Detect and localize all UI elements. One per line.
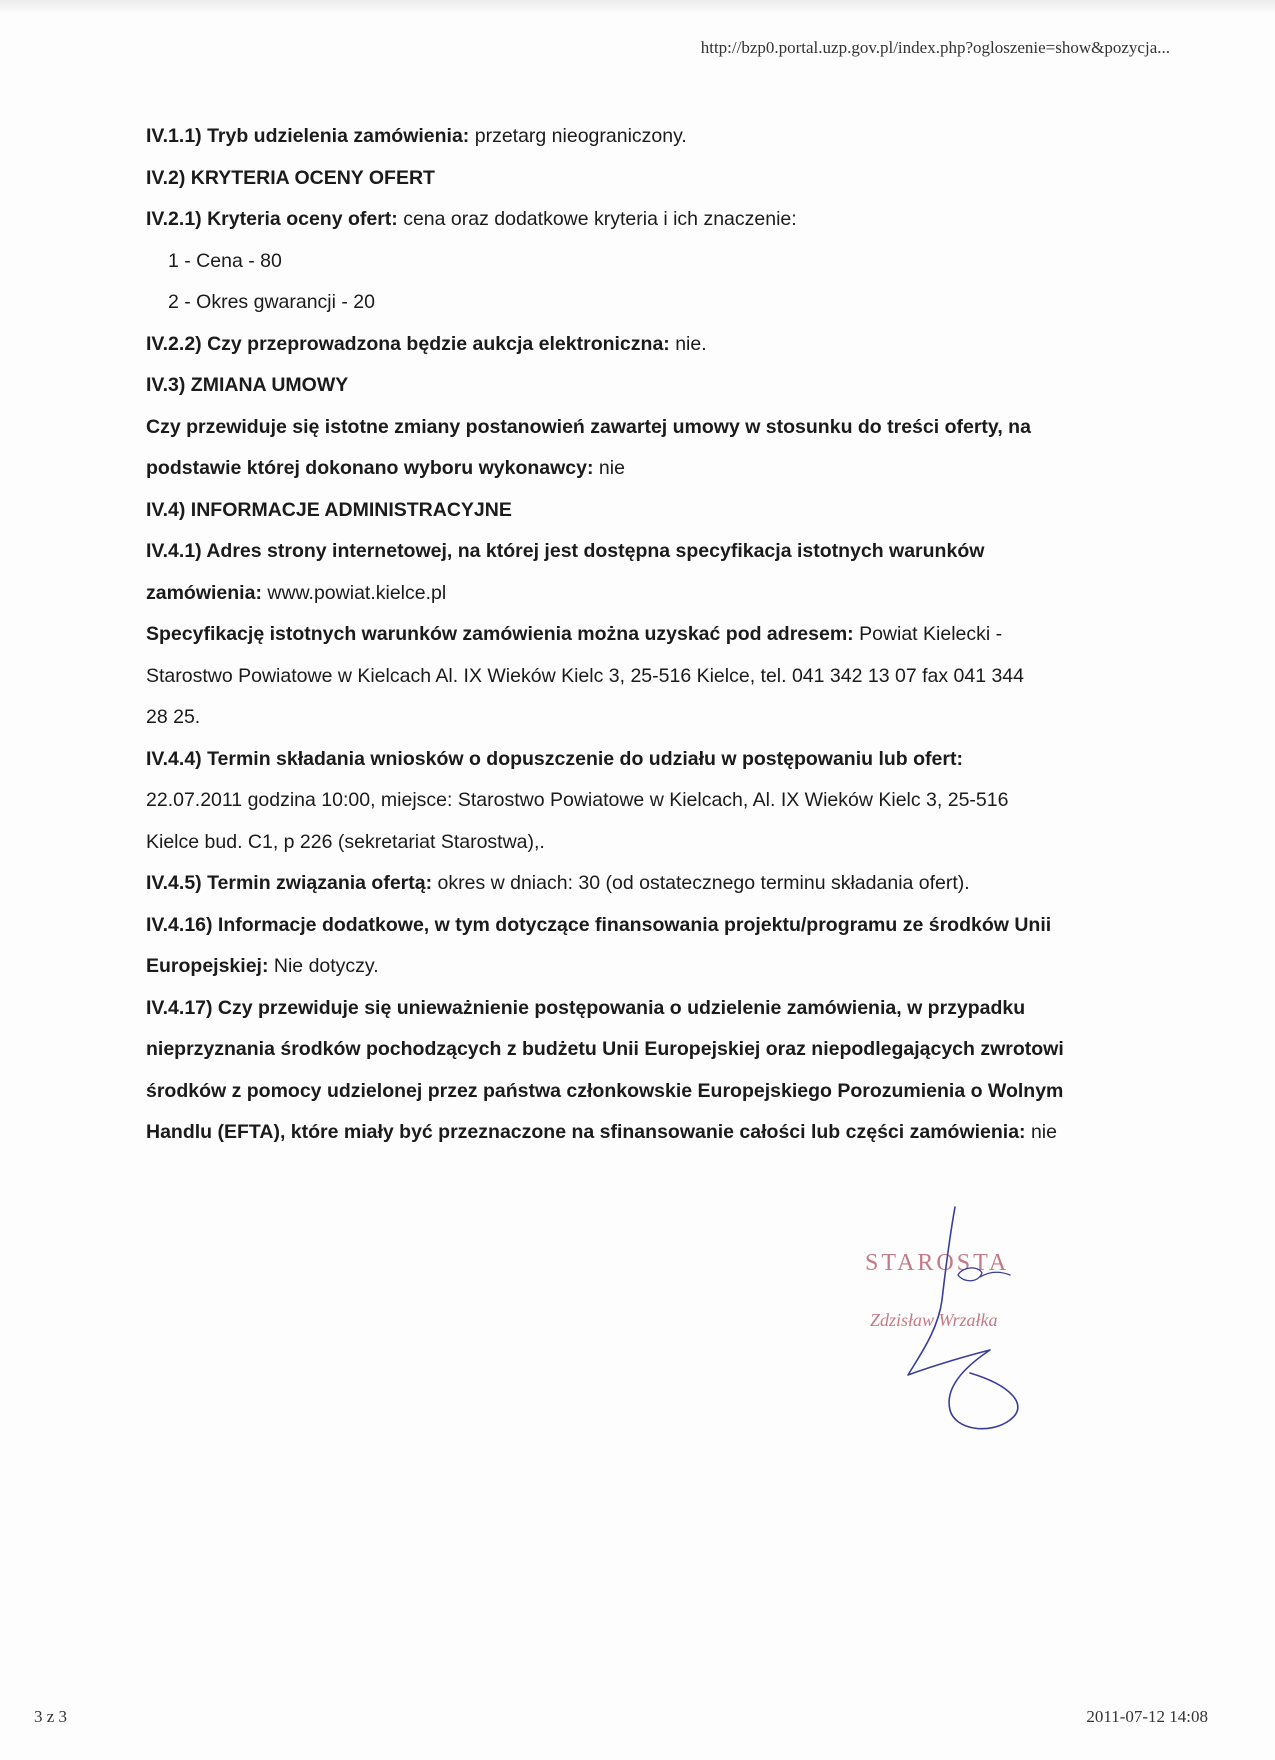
line-zmiany-1 — [146, 407, 1146, 449]
value: 28 25. — [146, 706, 201, 728]
page-number: 3 z 3 — [34, 1707, 68, 1726]
line-informacje-dodatkowe-1 — [146, 905, 1146, 947]
value: Starostwo Powiatowe w Kielcach Al. IX Wieków Kielc 3, 25-516 Kielce, tel. 041 342 13 07 fax 041 344 — [146, 664, 1024, 687]
label: zamówienia: — [146, 581, 262, 604]
line-zmiany-2 — [146, 448, 1146, 490]
line-uniewaznienie-3 — [146, 1071, 1146, 1113]
signature-stamp — [860, 1205, 1080, 1445]
line-termin-skladania-2 — [146, 780, 1146, 822]
line-adres-2 — [146, 573, 1146, 615]
value: Kielce bud. C1, p 226 (sekretariat Starostwa),. — [146, 830, 545, 853]
label: IV.2.2) Czy przeprowadzona będzie aukcja elektroniczna: — [146, 332, 670, 355]
label: IV.2.1) Kryteria oceny ofert: — [146, 208, 398, 230]
value: 22.07.2011 godzina 10:00, miejsce: Starostwo Powiatowe w Kielcach, Al. IX Wieków Kielc 3, 25-516 — [146, 789, 1009, 811]
criterion-warranty — [146, 282, 1146, 324]
label: IV.3) ZMIANA UMOWY — [146, 374, 349, 396]
page-url: http://bzp0.portal.uzp.gov.pl/index.php?ogloszenie=show&pozycja... — [700, 38, 1170, 57]
label: podstawie której dokonano wyboru wykonawcy: — [146, 457, 594, 479]
line-specyfikacja-2 — [146, 656, 1146, 698]
heading-kryteria — [146, 158, 1146, 200]
label: IV.4.16) Informacje dodatkowe, w tym dotyczące finansowania projektu/programu ze środków Unii — [146, 913, 1052, 936]
stamp-title: STAROSTA — [865, 1250, 1010, 1276]
value: Powiat Kielecki - — [853, 623, 1003, 645]
label: IV.4) INFORMACJE ADMINISTRACYJNE — [146, 498, 512, 521]
line-tryb — [146, 116, 1146, 158]
line-adres-1 — [146, 531, 1146, 573]
criterion-price — [146, 241, 1146, 283]
heading-informacje-admin — [146, 490, 1146, 532]
value: okres w dniach: 30 (od ostatecznego terminu składania ofert). — [432, 872, 970, 894]
line-termin-skladania-3 — [146, 822, 1146, 864]
line-kryteria-oceny — [146, 199, 1146, 241]
label: Europejskiej: — [146, 955, 269, 977]
line-informacje-dodatkowe-2 — [146, 946, 1146, 988]
label: IV.4.17) Czy przewiduje się unieważnienie postępowania o udzielenie zamówienia, w przypadku — [146, 996, 1026, 1019]
scan-edge — [0, 0, 1275, 14]
value: nie — [1025, 1121, 1057, 1143]
heading-zmiana-umowy — [146, 365, 1146, 407]
label: środków z pomocy udzielonej przez państwa członkowskie Europejskiego Porozumienia o Wolnym — [146, 1079, 1064, 1102]
line-termin-zwiazania — [146, 863, 1146, 905]
label: Czy przewiduje się istotne zmiany postanowień zawartej umowy w stosunku do treści oferty, na — [146, 415, 1031, 438]
label: Specyfikację istotnych warunków zamówienia można uzyskać pod adresem: — [146, 623, 854, 645]
label: IV.4.1) Adres strony internetowej, na której jest dostępna specyfikacja istotnych warunków — [146, 540, 985, 562]
value: nie — [593, 457, 625, 479]
value: 2 - Okres gwarancji - 20 — [168, 291, 375, 313]
document-body — [146, 116, 1146, 1154]
value: nie. — [669, 332, 707, 355]
label: IV.1.1) Tryb udzielenia zamówienia: — [146, 125, 470, 147]
line-specyfikacja-3 — [146, 697, 1146, 739]
value: Nie dotyczy. — [268, 955, 379, 977]
line-specyfikacja-1 — [146, 614, 1146, 656]
label: IV.4.5) Termin związania ofertą: — [146, 872, 433, 894]
label: IV.4.4) Termin składania wniosków o dopuszczenie do udziału w postępowaniu lub ofert: — [146, 747, 963, 770]
value: cena oraz dodatkowe kryteria i ich znaczenie: — [397, 208, 797, 230]
handwritten-signature-icon — [860, 1205, 1080, 1445]
label: Handlu (EFTA), które miały być przeznaczone na sfinansowanie całości lub części zamówienia: — [146, 1121, 1026, 1143]
line-uniewaznienie-4 — [146, 1112, 1146, 1154]
label: IV.2) KRYTERIA OCENY OFERT — [146, 166, 435, 189]
label: nieprzyznania środków pochodzących z budżetu Unii Europejskiej oraz niepodlegających zwrotowi — [146, 1038, 1064, 1060]
print-timestamp: 2011-07-12 14:08 — [1086, 1707, 1208, 1726]
value: 1 - Cena - 80 — [168, 249, 282, 272]
value: www.powiat.kielce.pl — [261, 581, 447, 604]
line-termin-skladania-1 — [146, 739, 1146, 781]
stamp-name: Zdzisław Wrzałka — [870, 1310, 998, 1330]
line-aukcja — [146, 324, 1146, 366]
value: przetarg nieograniczony. — [469, 125, 687, 147]
line-uniewaznienie-1 — [146, 988, 1146, 1030]
line-uniewaznienie-2 — [146, 1029, 1146, 1071]
